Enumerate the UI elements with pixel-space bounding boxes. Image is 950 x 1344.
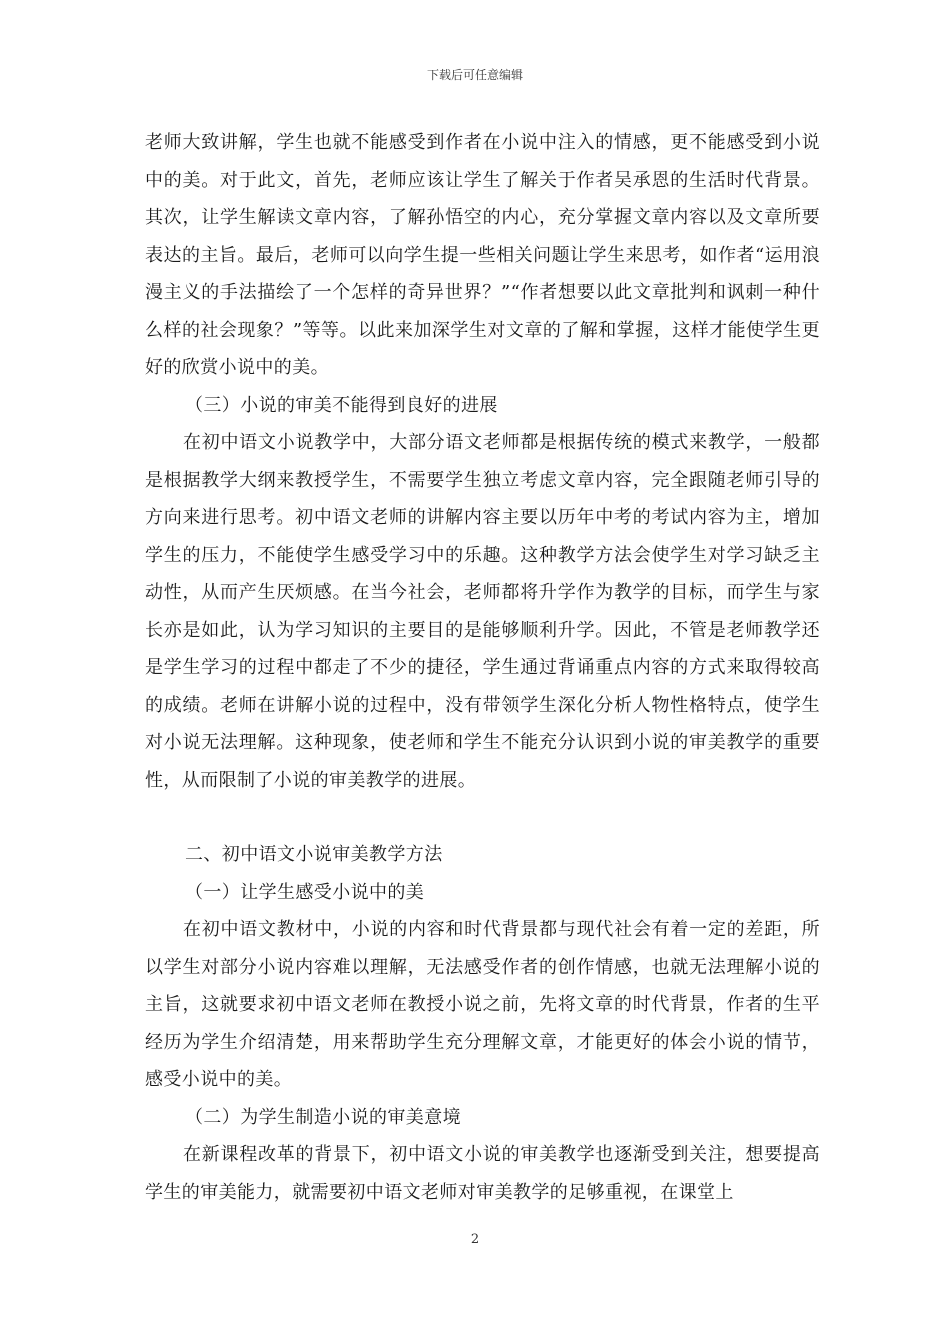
page-header: 下载后可任意编辑 bbox=[426, 68, 523, 82]
paragraph-section-3: 在初中语文小说教学中，大部分语文老师都是根据传统的模式来教学，一般都是根据教学大纲来教授学生，不需要学生独立考虑文章内容，完全跟随老师引导的方向来进行思考。初中语文老师的讲解内容主要以历年中考的考试内容为主，增加学生的压力，不能使学生感受学习中的乐趣。这种教学方法会使学生对学习缺乏主动性，从而产生厌烦感。在当今社会，老师都将升学作为教学的目标，而学生与家长亦是如此，认为学习知识的主要目的是能够顺利升学。因此，不管是老师教学还是学生学习的过程中都走了不少的捷径，学生通过背诵重点内容的方式来取得较高的成绩。老师在讲解小说的过程中，没有带领学生深化分析人物性格特点，使学生对小说无法理解。这种现象，使老师和学生不能充分认识到小说的审美教学的重要性，从而限制了小说的审美教学的进展。 bbox=[145, 432, 820, 791]
subsection-heading-1: （一）让学生感受小说中的美 bbox=[185, 881, 425, 903]
paragraph-spacer bbox=[145, 799, 820, 836]
section-heading-3: （三）小说的审美不能得到良好的进展 bbox=[185, 394, 498, 416]
paragraph-continuation: 老师大致讲解，学生也就不能感受到作者在小说中注入的情感，更不能感受到小说中的美。对于此文，首先，老师应该让学生了解关于作者吴承恩的生活时代背景。其次，让学生解读文章内容，了解孙悟空的内心，充分掌握文章内容以及文章所要表达的主旨。最后，老师可以向学生提一些相关问题让学生来思考，如作者“运用浪漫主义的手法描绘了一个怎样的奇异世界？”“作者想要以此文章批判和讽刺一种什么样的社会现象？”等等。以此来加深学生对文章的了解和掌握，这样才能使学生更好的欣赏小说中的美。 bbox=[145, 132, 820, 378]
page-number: 2 bbox=[470, 1232, 480, 1247]
paragraph-subsection-2: 在新课程改革的背景下，初中语文小说的审美教学也逐渐受到关注，想要提高学生的审美能力，就需要初中语文老师对审美教学的足够重视，在课堂上 bbox=[145, 1144, 820, 1203]
subsection-heading-2: （二）为学生制造小说的审美意境 bbox=[185, 1106, 461, 1128]
chapter-heading-2: 二、初中语文小说审美教学方法 bbox=[185, 844, 443, 865]
document-body bbox=[145, 124, 820, 1211]
paragraph-subsection-1: 在初中语文教材中，小说的内容和时代背景都与现代社会有着一定的差距，所以学生对部分小说内容难以理解，无法感受作者的创作情感，也就无法理解小说的主旨，这就要求初中语文老师在教授小说之前，先将文章的时代背景，作者的生平经历为学生介绍清楚，用来帮助学生充分理解文章，才能更好的体会小说的情节，感受小说中的美。 bbox=[145, 919, 820, 1090]
